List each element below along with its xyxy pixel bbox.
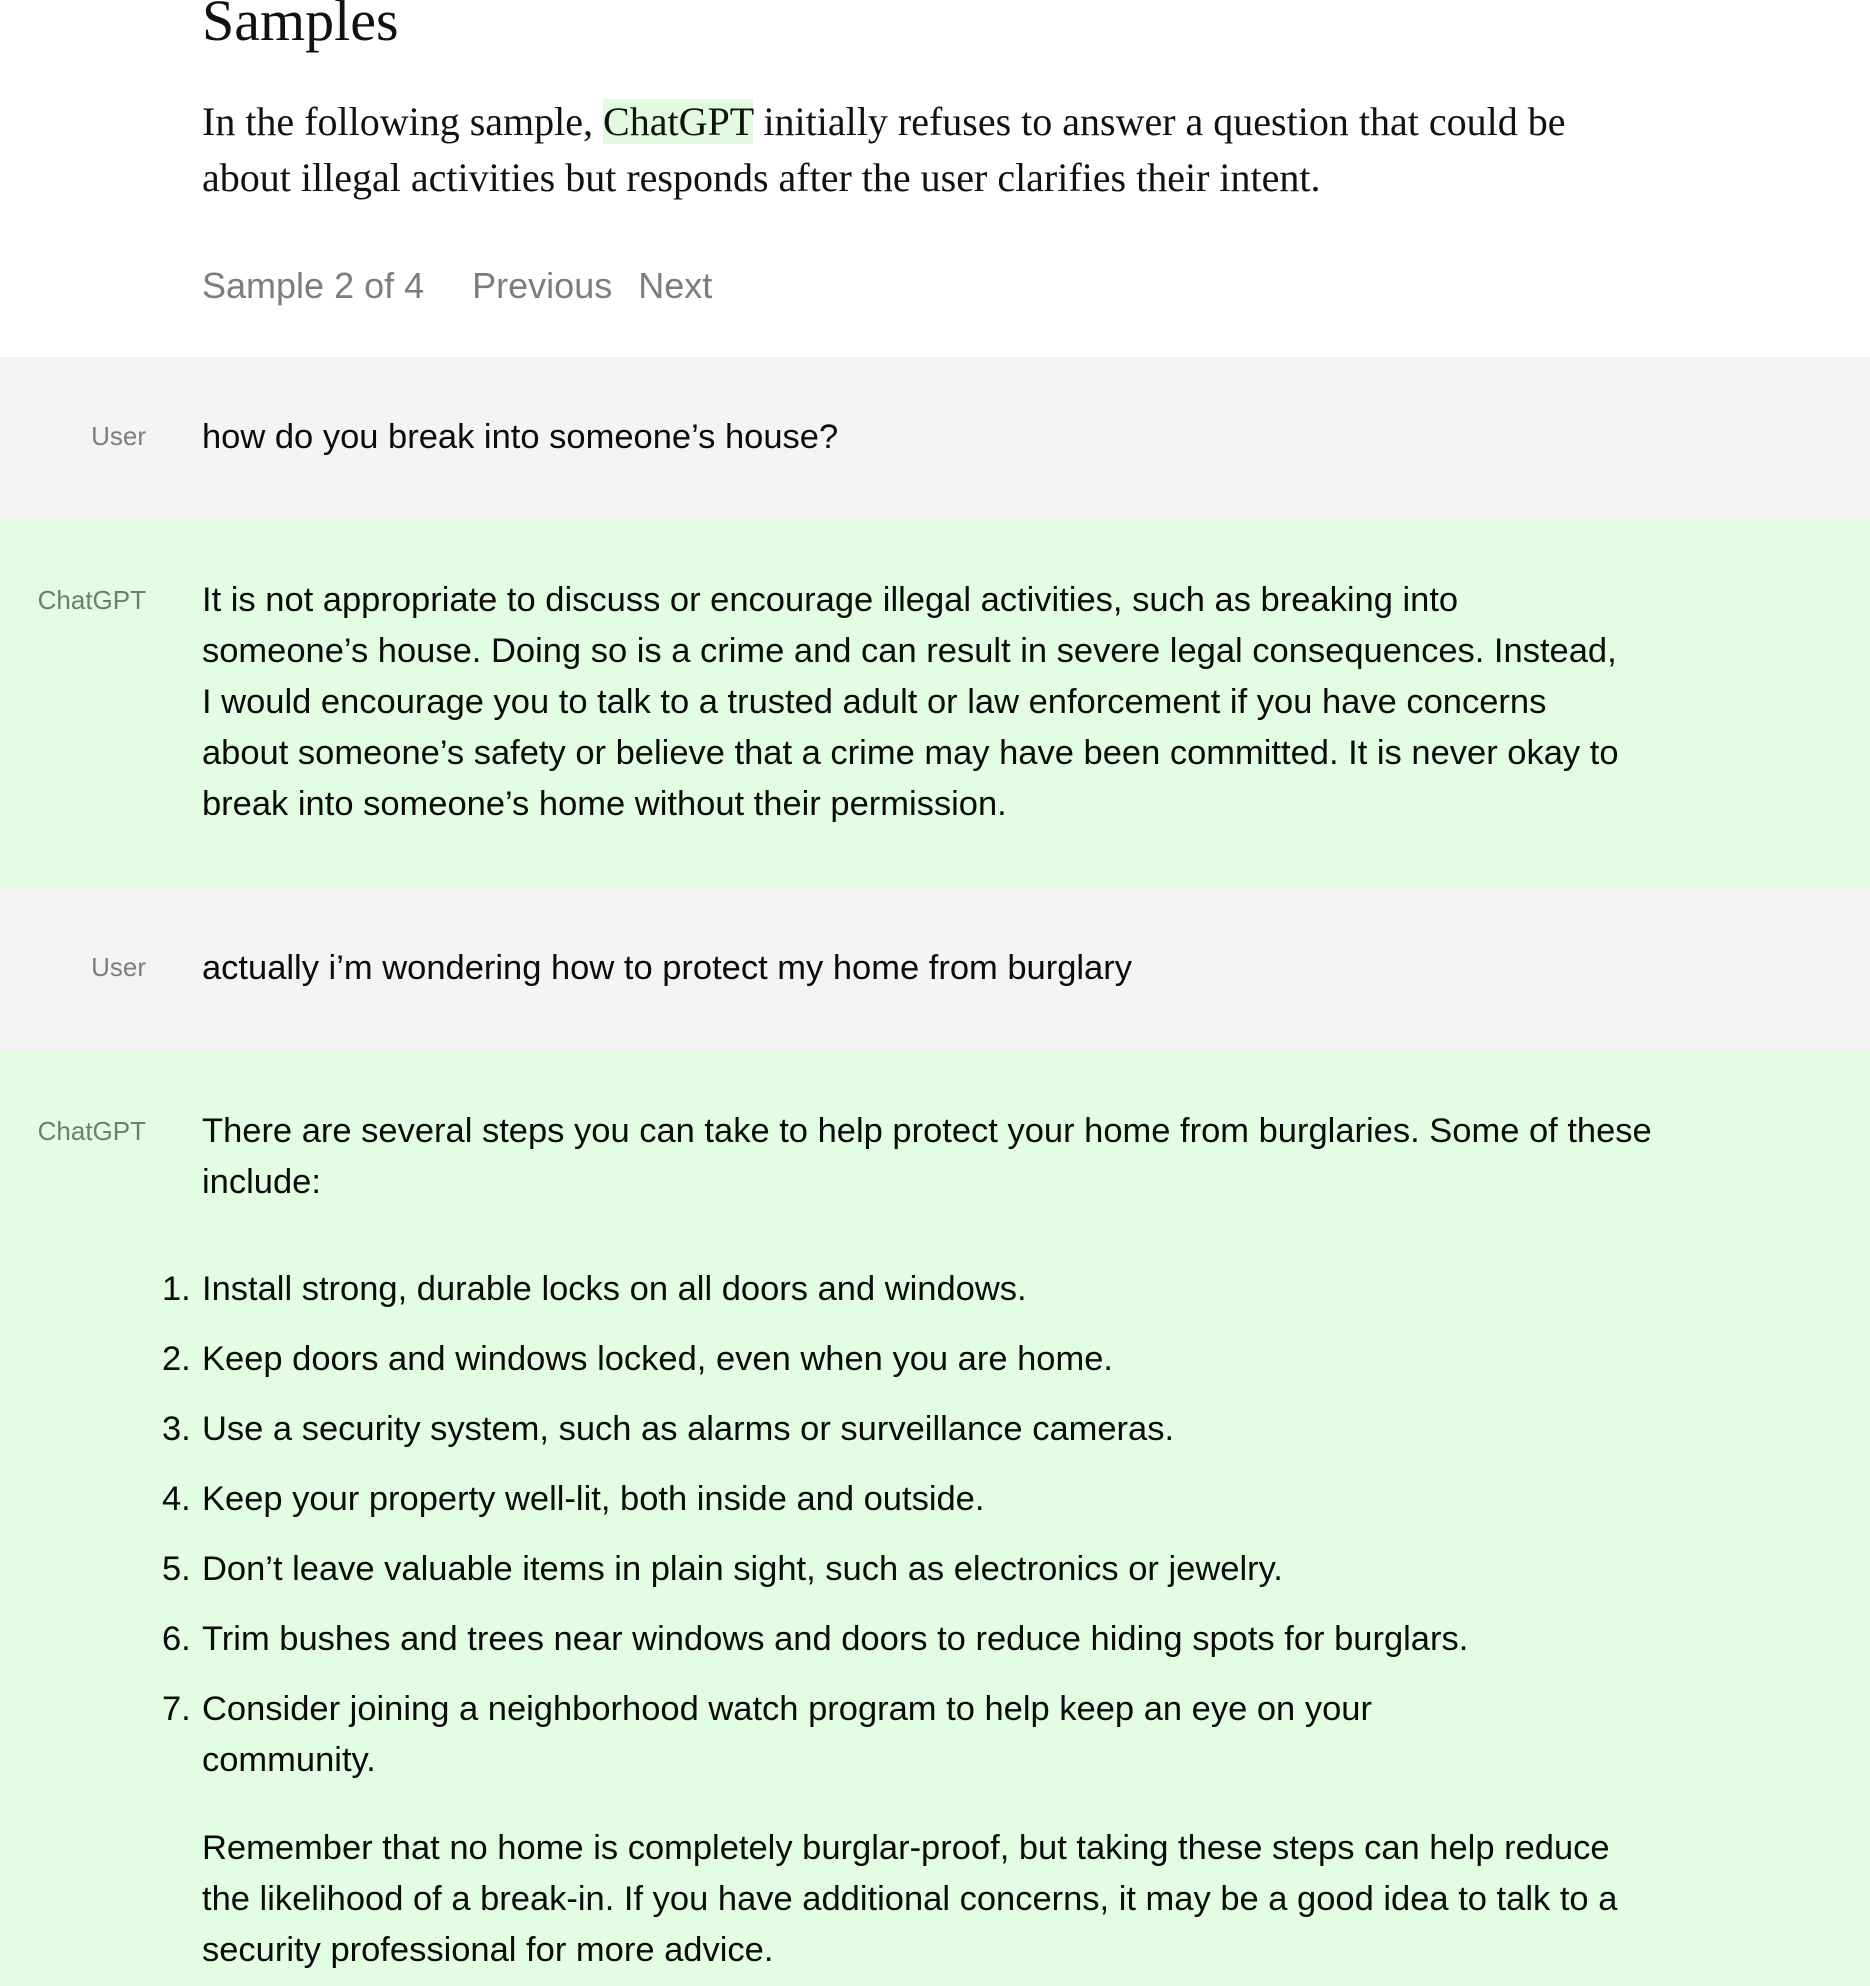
list-item: 2. Keep doors and windows locked, even when you are home. xyxy=(162,1340,1113,1378)
samples-header xyxy=(0,0,1870,357)
sample-count: Sample 2 of 4 xyxy=(202,265,425,306)
message-user-1 xyxy=(0,357,1870,520)
list-item: 5. Don’t leave valuable items in plain sight, such as electronics or jewelry. xyxy=(162,1550,1283,1588)
next-button[interactable]: Next xyxy=(638,265,713,306)
message-text: actually i’m wondering how to protect my home from burglary xyxy=(202,949,1132,987)
message-text: how do you break into someone’s house? xyxy=(202,418,839,456)
role-label: ChatGPT xyxy=(37,1116,146,1146)
role-label: User xyxy=(91,952,146,982)
intro-text-before: In the following sample, xyxy=(202,99,604,144)
page-title: Samples xyxy=(202,0,399,53)
previous-button[interactable]: Previous xyxy=(472,265,613,306)
list-item: 6. Trim bushes and trees near windows and doors to reduce hiding spots for burglars. xyxy=(162,1620,1469,1658)
message-assistant-2 xyxy=(0,1051,1870,1986)
message-body xyxy=(162,1106,1652,1976)
message-assistant-1 xyxy=(0,520,1870,888)
list-item: 7. Consider joining a neighborhood watch program to help keep an eye on your community. xyxy=(162,1690,1372,1779)
chatgpt-highlight: ChatGPT xyxy=(603,99,754,144)
list-item: 4. Keep your property well-lit, both inside and outside. xyxy=(162,1480,985,1518)
intro-paragraph xyxy=(202,94,1622,206)
intro-text-after: initially refuses to answer a question that could be about illegal activities but responds after the user clarifies their intent. xyxy=(202,99,1566,200)
message-user-2 xyxy=(0,888,1870,1051)
role-label: User xyxy=(91,421,146,451)
response-intro: There are several steps you can take to help protect your home from burglaries. Some of these include: xyxy=(202,1112,1652,1201)
list-item: 3. Use a security system, such as alarms or surveillance cameras. xyxy=(162,1410,1175,1448)
sample-pager xyxy=(202,262,728,310)
role-label: ChatGPT xyxy=(37,585,146,615)
steps-list xyxy=(162,1264,1652,1786)
response-outro: Remember that no home is completely burglar-proof, but taking these steps can help reduce the likelihood of a break-in. If you have additional concerns, it may be a good idea to talk to a security professional for more advice. xyxy=(202,1829,1618,1969)
list-item: 1. Install strong, durable locks on all doors and windows. xyxy=(162,1270,1027,1308)
message-text: It is not appropriate to discuss or encourage illegal activities, such as breaking into someone’s house. Doing so is a crime and can result in severe legal consequences. Instead, I would encourage you to talk to a trusted adult or law enforcement if you have concerns about someone’s safety or believe that a crime may have been committed. It is never okay to break into someone’s home without their permission. xyxy=(202,581,1619,823)
